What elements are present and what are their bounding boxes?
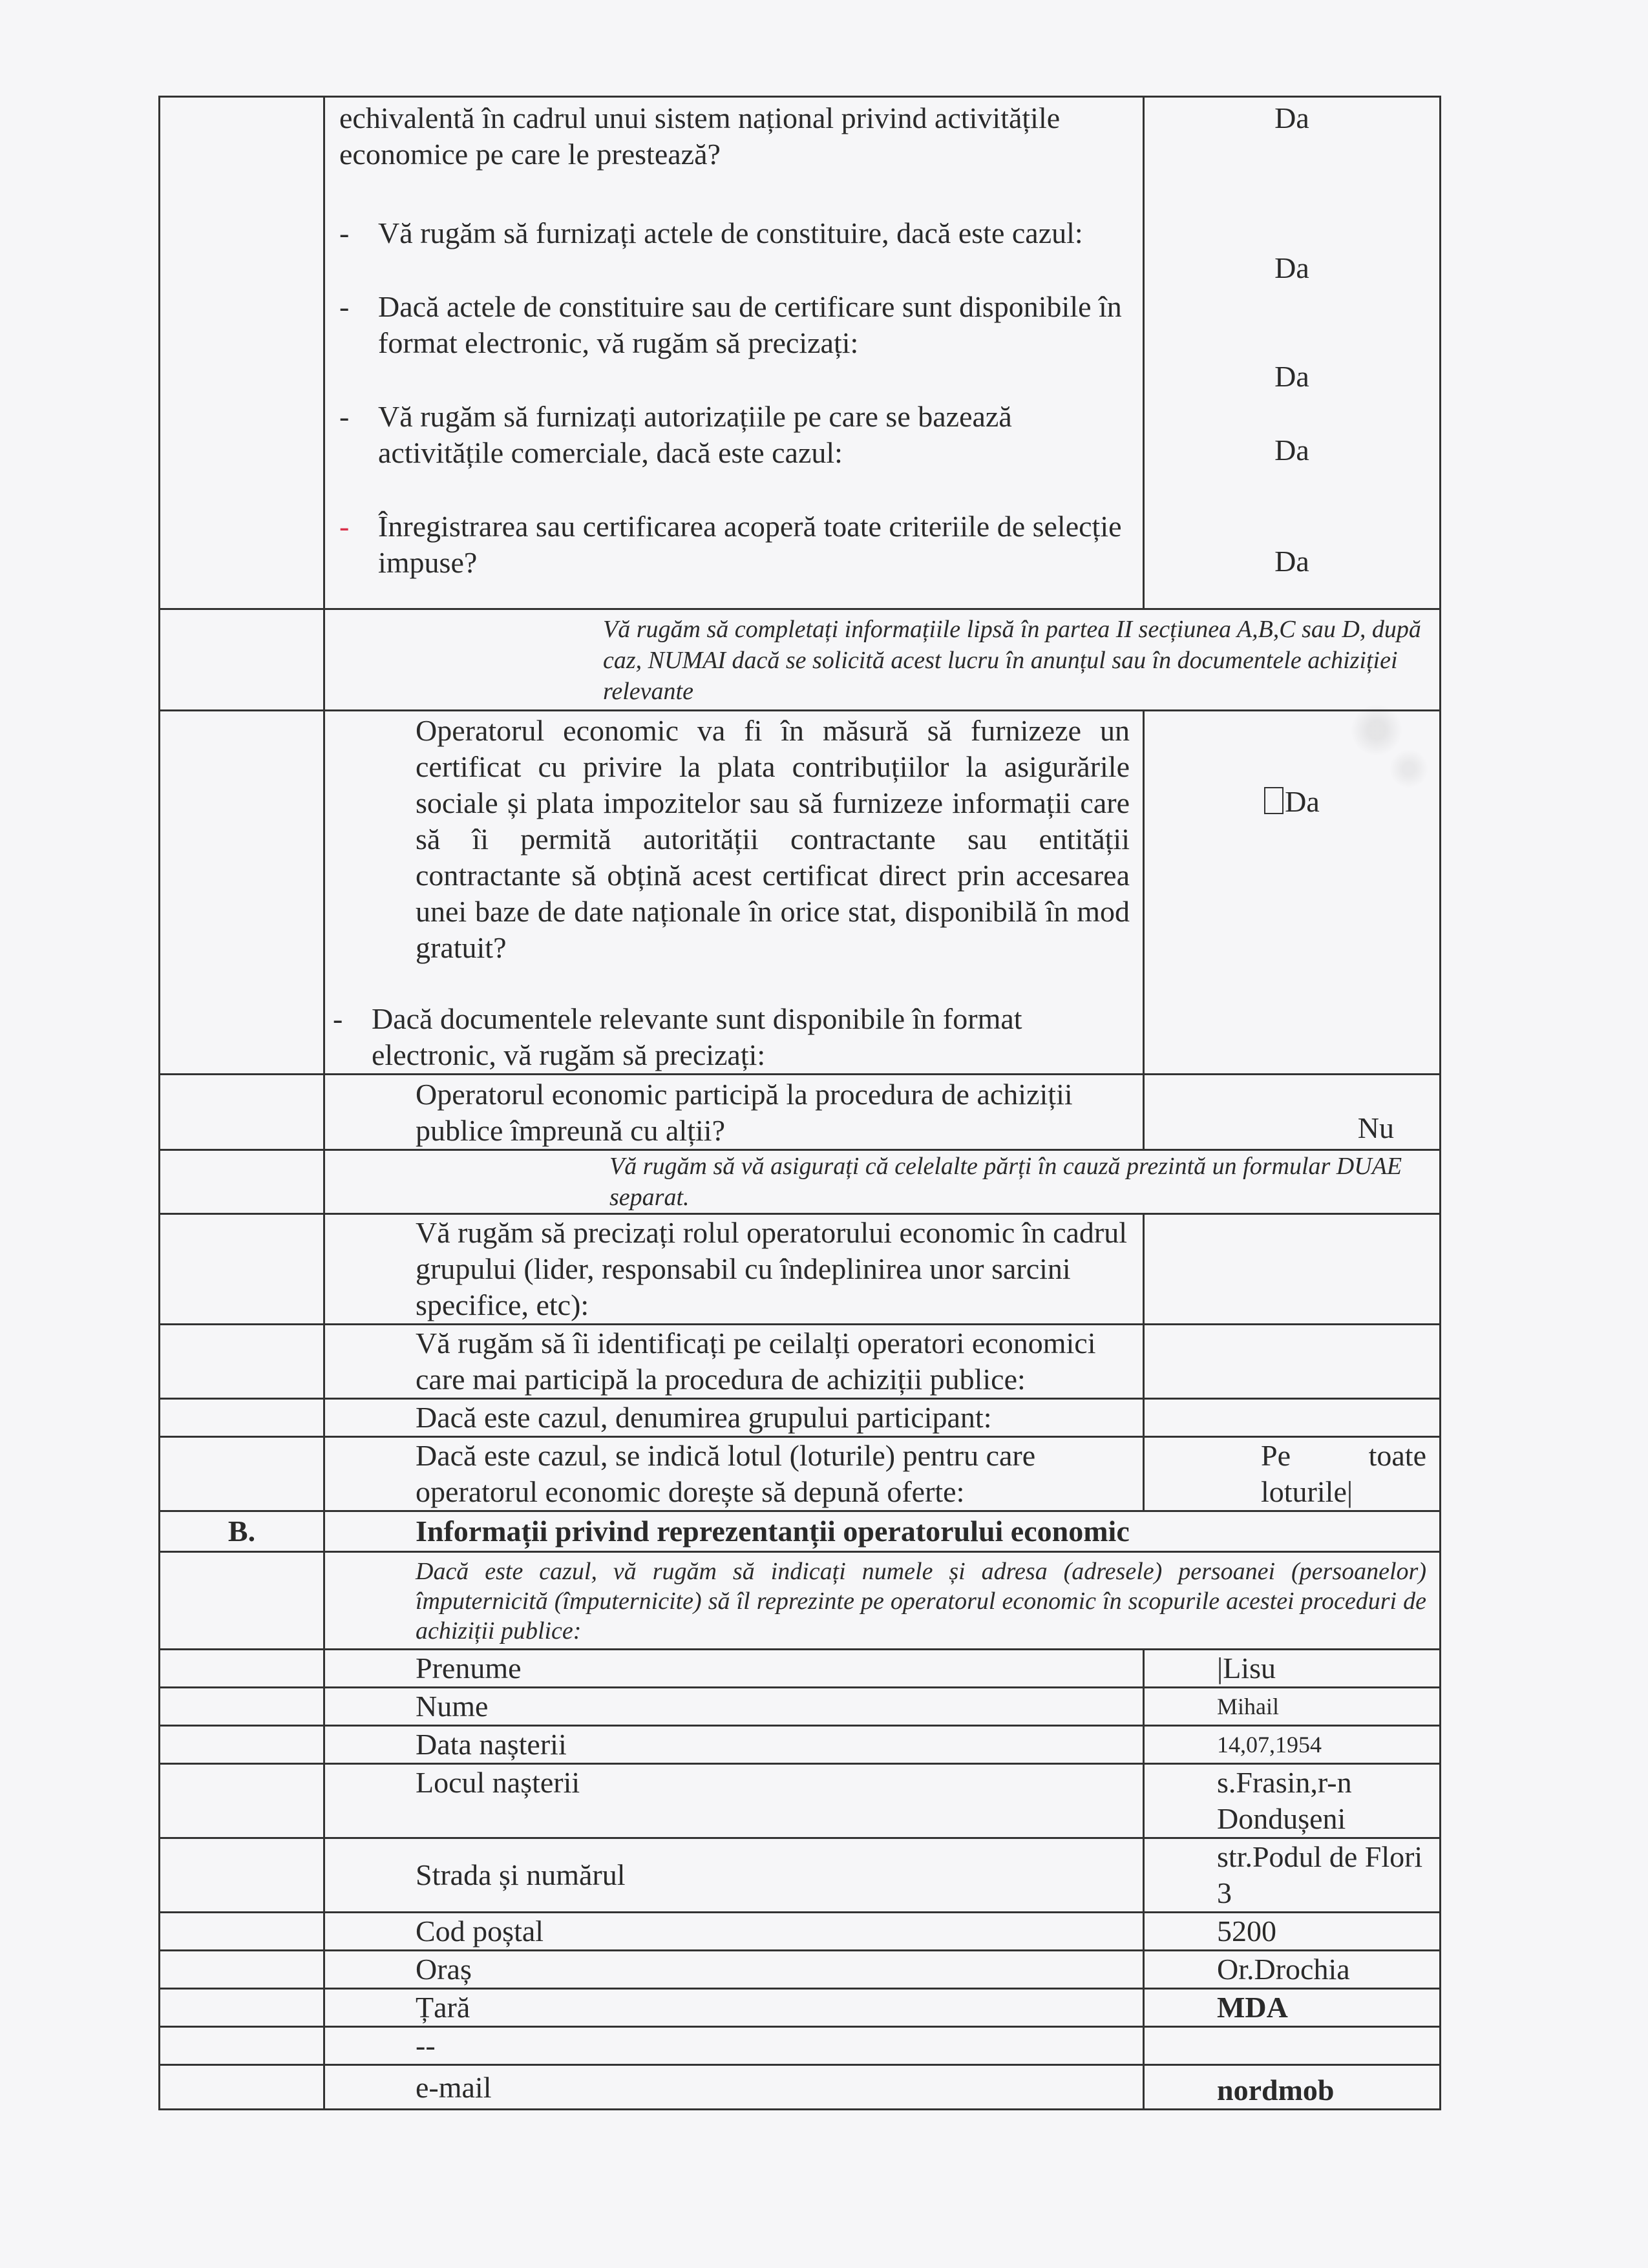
field-value-cell[interactable]	[1144, 1688, 1441, 1726]
section-b-title: Informații privind reprezentanții operatorului economic	[416, 1515, 1130, 1548]
answer-equivalence: Da	[1274, 101, 1309, 134]
other-operators-question-cell	[324, 1325, 1144, 1399]
empty-cell	[160, 1075, 324, 1150]
question-selection-criteria-coverage	[339, 509, 1130, 581]
field-label-cell	[324, 1838, 1144, 1913]
field-label-cell	[324, 1989, 1144, 2027]
certificate-question-cell	[324, 711, 1144, 1075]
field-value-cell[interactable]	[1144, 1726, 1441, 1764]
field-label-cell	[324, 1764, 1144, 1838]
section-b-letter: B.	[227, 1515, 256, 1548]
field-label-dashes: --	[416, 2029, 436, 2062]
participation-row	[160, 1075, 1441, 1150]
field-value-email: nordmob	[1217, 2074, 1335, 2106]
field-row-data-nasterii	[160, 1726, 1441, 1764]
lots-answer-word-toate: toate	[1368, 1439, 1426, 1472]
empty-cell	[160, 711, 324, 1075]
field-label-cell	[324, 2065, 1144, 2110]
criteria-questions-cell	[324, 97, 1144, 609]
question-constitution-acts	[339, 215, 1130, 251]
field-label-tara: Țară	[416, 1991, 470, 2024]
section-b-title-cell	[324, 1511, 1441, 1552]
empty-cell	[160, 1951, 324, 1989]
field-value-locul-nasterii: s.Frasin,r-n Dondușeni	[1217, 1766, 1352, 1835]
section-letter-cell-empty	[160, 97, 324, 609]
certificate-question: Operatorul economic va fi în măsură să furnizeze un certificat cu privire la plata contribuțiilor la asigurările sociale și plata impozitelor sau să furnizeze informații care să îi permită autorității contractante sau entității contractante să obțină acest certificat direct prin accesarea unei baze de date naționale în orice stat, disponibilă în mod gratuit?	[416, 714, 1130, 964]
field-label-data-nasterii: Data nașterii	[416, 1728, 567, 1761]
empty-cell	[160, 2027, 324, 2065]
answer-electronic-acts: Da	[1274, 360, 1309, 393]
field-row-email	[160, 2065, 1441, 2110]
lots-row	[160, 1437, 1441, 1511]
bullet-dash: -	[339, 216, 350, 249]
field-label-cell	[324, 1726, 1144, 1764]
duae-form-table	[158, 96, 1441, 2110]
section-b-letter-cell	[160, 1511, 324, 1552]
criteria-answers-cell	[1144, 97, 1441, 609]
field-label-nume: Nume	[416, 1690, 489, 1723]
section-b-header-row	[160, 1511, 1441, 1552]
field-row-prenume	[160, 1650, 1441, 1688]
question-text: Înregistrarea sau certificarea acoperă toate criteriile de selecție impuse?	[378, 510, 1122, 579]
certificate-answer: Da	[1285, 785, 1320, 818]
participation-question: Operatorul economic participă la procedura de achiziții publice împreună cu alții?	[416, 1078, 1073, 1147]
answer-constitution-acts: Da	[1274, 251, 1309, 284]
field-label-email: e-mail	[416, 2071, 492, 2104]
question-text: Vă rugăm să furnizați actele de constituire, dacă este cazul:	[378, 216, 1083, 249]
field-value-cell[interactable]	[1144, 1650, 1441, 1688]
bullet-dash: -	[333, 1002, 343, 1035]
group-name-question-cell	[324, 1399, 1144, 1437]
field-row-tara	[160, 1989, 1441, 2027]
bullet-dash: -	[339, 400, 350, 433]
lots-answer-line1	[1261, 1438, 1433, 1474]
group-role-question-cell	[324, 1214, 1144, 1325]
note-separate-form-cell	[324, 1150, 1441, 1214]
electronic-docs-item	[325, 1001, 1143, 1073]
certificate-row	[160, 711, 1441, 1075]
group-role-row	[160, 1214, 1441, 1325]
empty-cell	[160, 1325, 324, 1399]
field-row-strada	[160, 1838, 1441, 1913]
group-role-answer-cell[interactable]	[1144, 1214, 1441, 1325]
question-electronic-constitution-acts	[339, 289, 1130, 361]
field-row-nume	[160, 1688, 1441, 1726]
question-authorizations	[339, 399, 1130, 471]
empty-cell	[160, 1726, 324, 1764]
field-label-cell	[324, 1688, 1144, 1726]
empty-cell	[160, 1437, 324, 1511]
field-label-prenume: Prenume	[416, 1652, 522, 1685]
lots-question: Dacă este cazul, se indică lotul (loturile) pentru care operatorul economic dorește să depună oferte:	[416, 1439, 1036, 1508]
note-separate-form: Vă rugăm să vă asigurați că celelalte părți în cauză prezintă un formular DUAE separat.	[609, 1153, 1402, 1211]
field-value-cell[interactable]	[1144, 1951, 1441, 1989]
field-value-cell[interactable]	[1144, 1989, 1441, 2027]
question-text: Dacă actele de constituire sau de certificare sunt disponibile în format electronic, vă rugăm să precizați:	[378, 290, 1122, 359]
other-operators-row	[160, 1325, 1441, 1399]
empty-cell	[160, 1399, 324, 1437]
field-label-cell	[324, 1913, 1144, 1951]
lots-answer-word-pe: Pe	[1261, 1439, 1291, 1472]
empty-cell	[160, 1214, 324, 1325]
registration-criteria-row	[160, 97, 1441, 609]
group-name-row	[160, 1399, 1441, 1437]
note-missing-info-cell	[324, 609, 1441, 711]
field-label-cell	[324, 2027, 1144, 2065]
field-row-cod-postal	[160, 1913, 1441, 1951]
field-label-cell	[324, 1951, 1144, 1989]
empty-cell	[160, 1650, 324, 1688]
field-value-cell[interactable]	[1144, 1764, 1441, 1838]
field-row-oras	[160, 1951, 1441, 1989]
bullet-dash: -	[339, 510, 350, 543]
section-b-intro: Dacă este cazul, vă rugăm să indicați numele și adresa (adresele) persoanei (persoanelor) împuternicită (împuternicite) să îl reprezinte pe operatorul economic în scopurile acestei proceduri de achiziții publice:	[416, 1558, 1426, 1644]
lots-question-cell	[324, 1437, 1144, 1511]
note-missing-info: Vă rugăm să completați informațiile lipsă în partea II secțiunea A,B,C sau D, după caz, NUMAI dacă se solicită acest lucru în anunțul sau în documentele achiziției relevante	[603, 616, 1421, 705]
lots-answer-cell	[1144, 1437, 1441, 1511]
field-label-cell	[324, 1650, 1144, 1688]
empty-cell	[160, 1764, 324, 1838]
answer-authorizations: Da	[1274, 434, 1309, 467]
field-label-cod-postal: Cod poștal	[416, 1915, 544, 1948]
participation-answer: Nu	[1357, 1111, 1394, 1144]
field-value-cell[interactable]	[1144, 1913, 1441, 1951]
empty-cell	[160, 1989, 324, 2027]
empty-cell	[160, 1688, 324, 1726]
field-label-strada: Strada și numărul	[416, 1858, 626, 1891]
note-missing-info-row	[160, 609, 1441, 711]
participation-answer-cell	[1144, 1075, 1441, 1150]
field-value-nume: Mihail	[1217, 1694, 1279, 1719]
field-value-prenume: |Lisu	[1217, 1652, 1276, 1685]
electronic-docs-text: Dacă documentele relevante sunt disponibile în format electronic, vă rugăm să precizați:	[372, 1002, 1022, 1071]
question-text: Vă rugăm să furnizați autorizațiile pe care se bazează activitățile comerciale, dacă este cazul:	[378, 400, 1012, 469]
answer-criteria-coverage: Da	[1274, 545, 1309, 578]
field-row-locul-nasterii	[160, 1764, 1441, 1838]
field-value-cell[interactable]	[1144, 2027, 1441, 2065]
note-separate-form-row	[160, 1150, 1441, 1214]
field-label-oras: Oraș	[416, 1953, 472, 1986]
field-value-cell[interactable]	[1144, 1838, 1441, 1913]
lots-answer-line2: loturile|	[1261, 1475, 1353, 1508]
field-value-tara: MDA	[1217, 1991, 1288, 2024]
section-b-intro-row	[160, 1552, 1441, 1650]
field-label-locul-nasterii: Locul nașterii	[416, 1766, 580, 1799]
field-value-data-nasterii: 14,07,1954	[1217, 1732, 1322, 1758]
empty-cell	[160, 1150, 324, 1214]
empty-cell	[160, 2065, 324, 2110]
group-role-question: Vă rugăm să precizați rolul operatorului economic în cadrul grupului (lider, responsabil cu îndeplinirea unor sarcini specifice, etc):	[416, 1216, 1128, 1321]
answer-checkbox[interactable]	[1264, 787, 1284, 814]
registration-equivalence-question: echivalentă în cadrul unui sistem național privind activitățile economice pe care le prestează?	[339, 101, 1061, 171]
bullet-dash: -	[339, 290, 350, 323]
other-operators-answer-cell[interactable]	[1144, 1325, 1441, 1399]
field-value-cell[interactable]	[1144, 2065, 1441, 2110]
group-name-answer-cell[interactable]	[1144, 1399, 1441, 1437]
participation-question-cell	[324, 1075, 1144, 1150]
empty-cell	[160, 1913, 324, 1951]
field-row-separator	[160, 2027, 1441, 2065]
other-operators-question: Vă rugăm să îi identificați pe ceilalți operatori economici care mai participă la procedura de achiziții publice:	[416, 1327, 1096, 1396]
certificate-answer-cell	[1144, 711, 1441, 1075]
field-value-oras: Or.Drochia	[1217, 1953, 1350, 1986]
field-value-cod-postal: 5200	[1217, 1915, 1276, 1948]
empty-cell	[160, 1838, 324, 1913]
section-b-intro-cell	[324, 1552, 1441, 1650]
empty-cell	[160, 609, 324, 711]
field-value-strada: str.Podul de Flori 3	[1217, 1840, 1423, 1909]
group-name-question: Dacă este cazul, denumirea grupului participant:	[416, 1401, 992, 1434]
empty-cell	[160, 1552, 324, 1650]
